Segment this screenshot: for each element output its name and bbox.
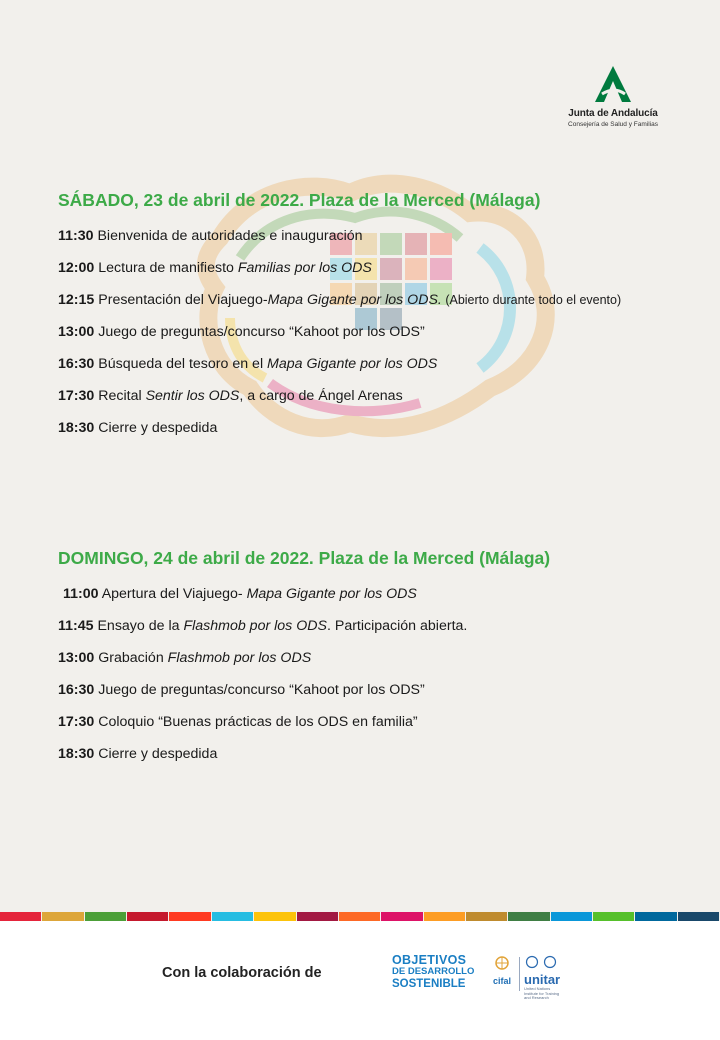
schedule-time: 11:00 — [63, 586, 99, 602]
unitar-subtitle: United Nations Institute for Training and Research — [524, 986, 560, 1000]
schedule-time: 11:45 — [58, 618, 94, 634]
junta-andalucia-a-icon — [592, 64, 634, 104]
schedule-text: Cierre y despedida — [98, 420, 218, 436]
schedule-text: Juego de preguntas/concurso “Kahoot por los ODS” — [98, 324, 425, 340]
schedule-text-after: . Participación abierta. — [326, 618, 468, 634]
schedule-text: Búsqueda del tesoro en el — [98, 356, 268, 372]
schedule-text-after: , a cargo de Ángel Arenas — [239, 388, 403, 404]
schedule-item — [58, 387, 678, 405]
unitar-logo — [524, 955, 564, 1001]
collaboration-text: Con la colaboración de — [162, 965, 322, 981]
un-emblem-icon — [524, 955, 560, 969]
schedule-text: Ensayo de la — [97, 618, 184, 634]
schedule-text: Grabación — [98, 650, 168, 666]
schedule-italic-text: Sentir los ODS — [145, 388, 240, 404]
sdg-stripe-segment — [254, 912, 295, 921]
schedule-item — [58, 259, 678, 277]
schedule-italic-text: Mapa Gigante por los ODS. — [267, 292, 442, 308]
schedule-item — [58, 745, 678, 763]
schedule-item — [58, 649, 678, 667]
sdg-stripe-segment — [466, 912, 507, 921]
schedule-text: Cierre y despedida — [98, 746, 218, 762]
sdg-stripe-segment — [551, 912, 592, 921]
sdg-color-stripe — [0, 912, 720, 921]
saturday-schedule — [58, 227, 678, 437]
cifal-emblem-icon — [492, 955, 512, 971]
schedule-item — [58, 227, 678, 245]
sdg-stripe-segment — [169, 912, 210, 921]
saturday-heading: SÁBADO, 23 de abril de 2022. Plaza de la Merced (Málaga) — [58, 190, 541, 210]
sdg-stripe-segment — [508, 912, 549, 921]
sdg-stripe-segment — [212, 912, 253, 921]
cifal-text: cifal — [492, 976, 511, 986]
logo-name: Junta de Andalucía — [568, 108, 658, 119]
schedule-time: 11:30 — [58, 228, 94, 244]
sunday-heading: DOMINGO, 24 de abril de 2022. Plaza de la Merced (Málaga) — [58, 548, 551, 568]
schedule-italic-text: Mapa Gigante por los ODS — [267, 356, 438, 372]
unitar-text: unitar — [524, 972, 561, 987]
ods-line2: DE DESARROLLO — [392, 966, 475, 977]
schedule-item — [58, 681, 678, 699]
sdg-stripe-segment — [635, 912, 676, 921]
sdg-stripe-segment — [127, 912, 168, 921]
sdg-stripe-segment — [297, 912, 338, 921]
sunday-schedule — [58, 585, 678, 763]
schedule-item — [58, 291, 678, 309]
schedule-time: 18:30 — [58, 420, 95, 436]
logo-separator — [519, 957, 520, 991]
sdg-stripe-segment — [381, 912, 422, 921]
footer — [0, 921, 720, 1040]
schedule-text: Lectura de manifiesto — [98, 260, 238, 276]
schedule-item — [58, 355, 678, 373]
schedule-time: 13:00 — [58, 650, 95, 666]
sunday-section — [58, 548, 678, 777]
schedule-time: 12:00 — [58, 260, 95, 276]
sdg-stripe-segment — [424, 912, 465, 921]
schedule-text: Apertura del Viajuego- — [101, 586, 247, 602]
saturday-section — [58, 190, 678, 451]
schedule-text: Recital — [98, 388, 146, 404]
schedule-item — [58, 585, 678, 603]
sdg-stripe-segment — [42, 912, 83, 921]
logo-department: Consejería de Salud y Familias — [568, 121, 658, 128]
schedule-italic-text: Flashmob por los ODS — [167, 650, 312, 666]
schedule-note: (Abierto durante todo el evento) — [441, 293, 622, 307]
schedule-text: Coloquio “Buenas prácticas de los ODS en familia” — [98, 714, 418, 730]
sdg-stripe-segment — [0, 912, 41, 921]
junta-andalucia-logo — [548, 64, 678, 128]
schedule-item — [58, 323, 678, 341]
sdg-stripe-segment — [678, 912, 719, 921]
schedule-time: 16:30 — [58, 682, 95, 698]
schedule-time: 17:30 — [58, 388, 95, 404]
schedule-italic-text: Flashmob por los ODS — [183, 618, 327, 634]
schedule-time: 13:00 — [58, 324, 95, 340]
ods-logo — [392, 954, 474, 990]
schedule-time: 18:30 — [58, 746, 95, 762]
schedule-item — [58, 617, 678, 635]
schedule-text: Presentación del Viajuego- — [98, 292, 268, 308]
schedule-text: Juego de preguntas/concurso “Kahoot por los ODS” — [98, 682, 425, 698]
schedule-time: 12:15 — [58, 292, 95, 308]
cifal-logo — [488, 955, 516, 986]
ods-line3: SOSTENIBLE — [392, 978, 466, 990]
sdg-stripe-segment — [85, 912, 126, 921]
schedule-italic-text: Familias por los ODS — [237, 260, 372, 276]
sdg-stripe-segment — [593, 912, 634, 921]
sdg-stripe-segment — [339, 912, 380, 921]
schedule-italic-text: Mapa Gigante por los ODS — [246, 586, 417, 602]
schedule-time: 16:30 — [58, 356, 95, 372]
ods-line1: OBJETIVOS — [392, 953, 467, 967]
schedule-item — [58, 419, 678, 437]
schedule-item — [58, 713, 678, 731]
schedule-text: Bienvenida de autoridades e inauguración — [97, 228, 363, 244]
schedule-time: 17:30 — [58, 714, 95, 730]
